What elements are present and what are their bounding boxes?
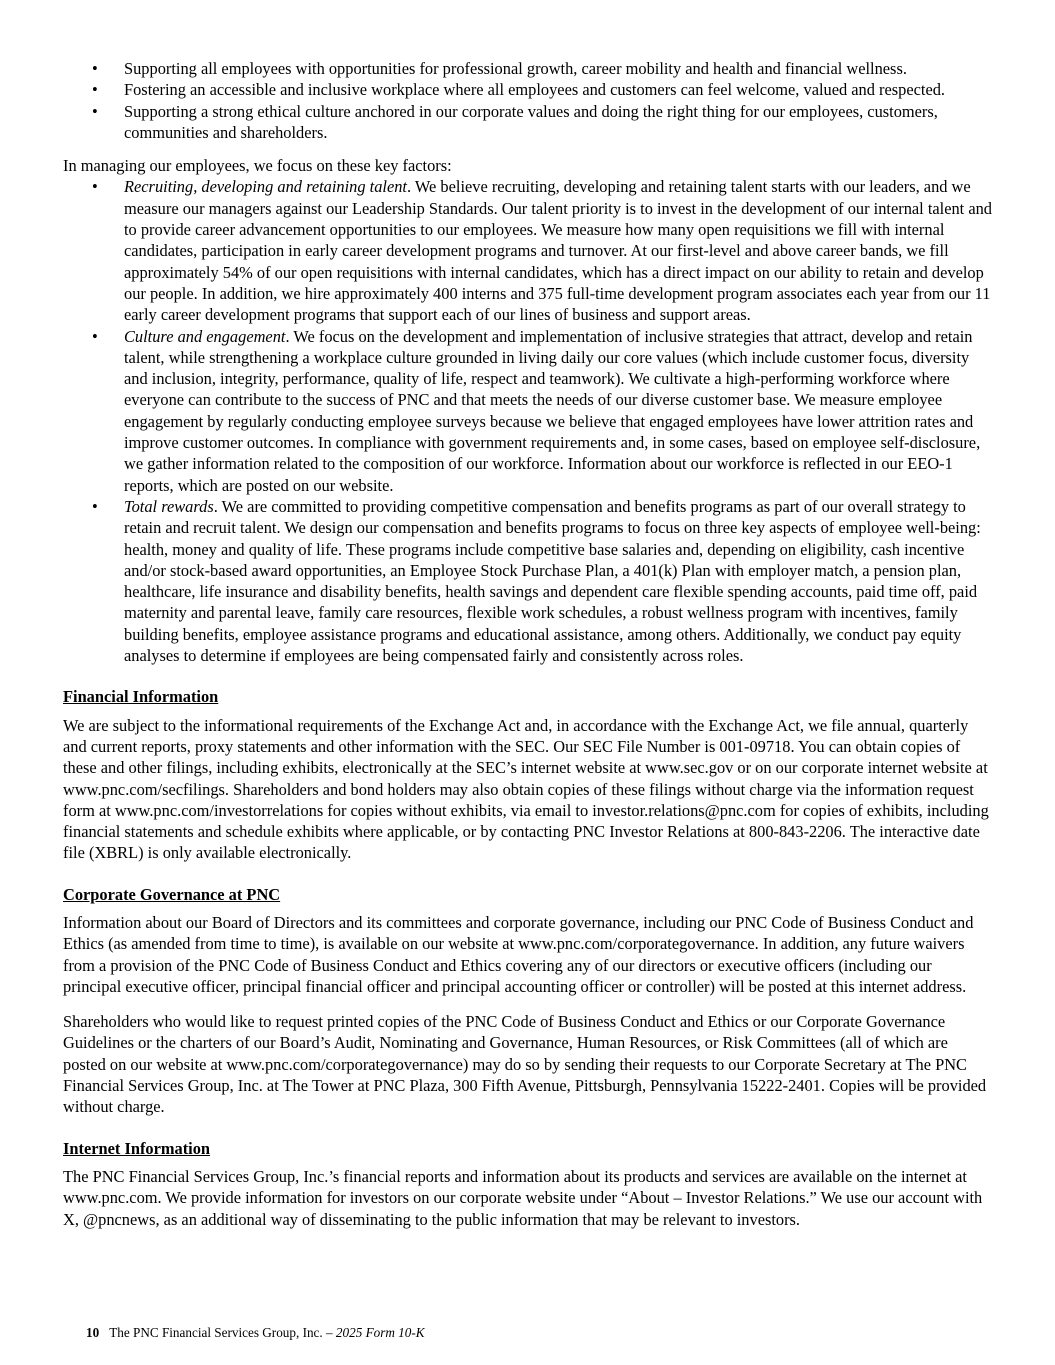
section-financial-information [63, 686, 992, 863]
section-heading-text: Corporate Governance at PNC [63, 884, 281, 904]
list-item [63, 496, 992, 666]
bullet-text: Fostering an accessible and inclusive workplace where all employees and customers can feel welcome, valued and respected. [124, 80, 946, 100]
bullet-icon: • [92, 496, 98, 516]
paragraph: The PNC Financial Services Group, Inc.’s financial reports and information about its products and services are available on the internet at www.pnc.com. We provide information for investors on our corporate website under “About – Investor Relations.” We use our account with X, @pncnews, as an additional way of disseminating to the public information that may be relevant to investors. [63, 1166, 983, 1229]
factor-lead-recruiting: Recruiting, developing and retaining talent [124, 177, 407, 197]
section-heading-text: Financial Information [63, 687, 219, 707]
page-footer [86, 1325, 425, 1341]
bullet-icon: • [92, 101, 98, 121]
key-factors-intro: In managing our employees, we focus on these key factors: [63, 156, 452, 176]
section-heading-text: Internet Information [63, 1138, 211, 1158]
values-bullet-list [63, 58, 992, 143]
list-item [63, 79, 992, 100]
factor-lead-total-rewards: Total rewards [124, 496, 214, 516]
section-heading-financial-information [63, 686, 992, 707]
bullet-icon: • [92, 59, 98, 78]
footer-form-title: 2025 Form 10-K [335, 1325, 425, 1340]
list-item [63, 326, 992, 496]
factor-text: . We are committed to providing competitive compensation and benefits programs as part of our overall strategy to retain and recruit talent. We design our compensation and benefits programs to focus on three key aspects of employee well-being: health, money and quality of life. These programs include competitive base salaries and, depending on eligibility, cash incentive and/or stock-based award opportunities, an Employee Stock Purchase Plan, a 401(k) Plan with employer match, a pension plan, healthcare, life insurance and disability benefits, health savings and dependent care flexible spending accounts, paid time off, paid maternity and parental leave, family care resources, flexible work schedules, a robust wellness program with incentives, family building benefits, employee assistance programs and educational assistance, among others. Additionally, we conduct pay equity analyses to determine if employees are being compensated fairly and consistently across roles. [124, 496, 981, 666]
factor-text: . We believe recruiting, developing and retaining talent starts with our leaders, and we measure our managers against our Leadership Standards. Our talent priority is to invest in the development of our internal talent and to provide career advancement opportunities to our employees. We measure how many open requisitions we fill with internal candidates, participation in early career development programs and turnover. At our first-level and above career bands, we fill approximately 54% of our open requisitions with internal candidates, which has a direct impact on our ability to retain and develop our people. In addition, we hire approximately 400 interns and 375 full-time development program associates each year from our 11 early career development programs that support each of our lines of business and support areas. [124, 177, 992, 325]
paragraph: We are subject to the informational requirements of the Exchange Act and, in accordance with the Exchange Act, we file annual, quarterly and current reports, proxy statements and other information with the SEC. Our SEC File Number is 001-09718. You can obtain copies of these and other filings, including exhibits, electronically at the SEC’s internet website at www.sec.gov or on our corporate internet website at www.pnc.com/secfilings. Shareholders and bond holders may also obtain copies of these filings without charge via the information request form at www.pnc.com/investorrelations for copies without exhibits, via email to investor.relations@pnc.com for copies of exhibits, including financial statements and schedule exhibits where applicable, or by contacting PNC Investor Relations at 800-843-2206. The interactive date file (XBRL) is only available electronically. [63, 715, 989, 863]
section-internet-information [63, 1138, 992, 1230]
section-heading-internet-information [63, 1138, 992, 1159]
section-heading-corporate-governance [63, 884, 992, 905]
paragraph: Information about our Board of Directors and its committees and corporate governance, including our PNC Code of Business Conduct and Ethics (as amended from time to time), is available on our website at www.pnc.com/corporategovernance. In addition, any future waivers from a provision of the PNC Code of Business Conduct and Ethics covering any of our directors or executive officers (including our principal executive officer, principal financial officer and principal accounting officer or controller) will be posted at this internet address. [63, 912, 974, 996]
page-number: 10 [86, 1325, 100, 1340]
factor-lead-culture: Culture and engagement [124, 326, 286, 346]
factor-text: . We focus on the development and implementation of inclusive strategies that attract, develop and retain talent, while strengthening a workplace culture grounded in living daily our core values (which include customer focus, diversity and inclusion, integrity, performance, quality of life, respect and teamwork). We cultivate a high-performing workforce where everyone can contribute to the success of PNC and that meets the needs of our diverse customer base. We measure employee engagement by regularly conducting employee surveys because we believe that engaged employees have lower attrition rates and improve customer outcomes. In compliance with government requirements and, in some cases, based on employee self-disclosure, we gather information related to the composition of our workforce. Information about our workforce is reflected in our EEO-1 reports, which are posted on our website. [124, 326, 981, 495]
bullet-text: Supporting a strong ethical culture anchored in our corporate values and doing the right thing for our employees, customers, communities and shareholders. [124, 101, 938, 142]
key-factors-bullet-list [63, 176, 992, 666]
list-item [63, 176, 992, 325]
bullet-icon: • [92, 80, 98, 100]
footer-company-text: The PNC Financial Services Group, Inc. – [109, 1325, 336, 1340]
bullet-text: Supporting all employees with opportunities for professional growth, career mobility and health and financial wellness. [124, 59, 907, 78]
bullet-icon: • [92, 177, 98, 197]
list-item [63, 58, 992, 79]
list-item [63, 101, 992, 144]
paragraph: Shareholders who would like to request printed copies of the PNC Code of Business Conduct and Ethics or our Corporate Governance Guidelines or the charters of our Board’s Audit, Nominating and Governance, Human Resources, or Risk Committees (all of which are posted on our website at www.pnc.com/corporategovernance) may do so by sending their requests to our Corporate Secretary at The PNC Financial Services Group, Inc. at The Tower at PNC Plaza, 300 Fifth Avenue, Pittsburgh, Pennsylvania 15222-2401. Copies will be provided without charge. [63, 1012, 987, 1117]
section-corporate-governance [63, 884, 992, 1118]
bullet-icon: • [92, 326, 98, 346]
